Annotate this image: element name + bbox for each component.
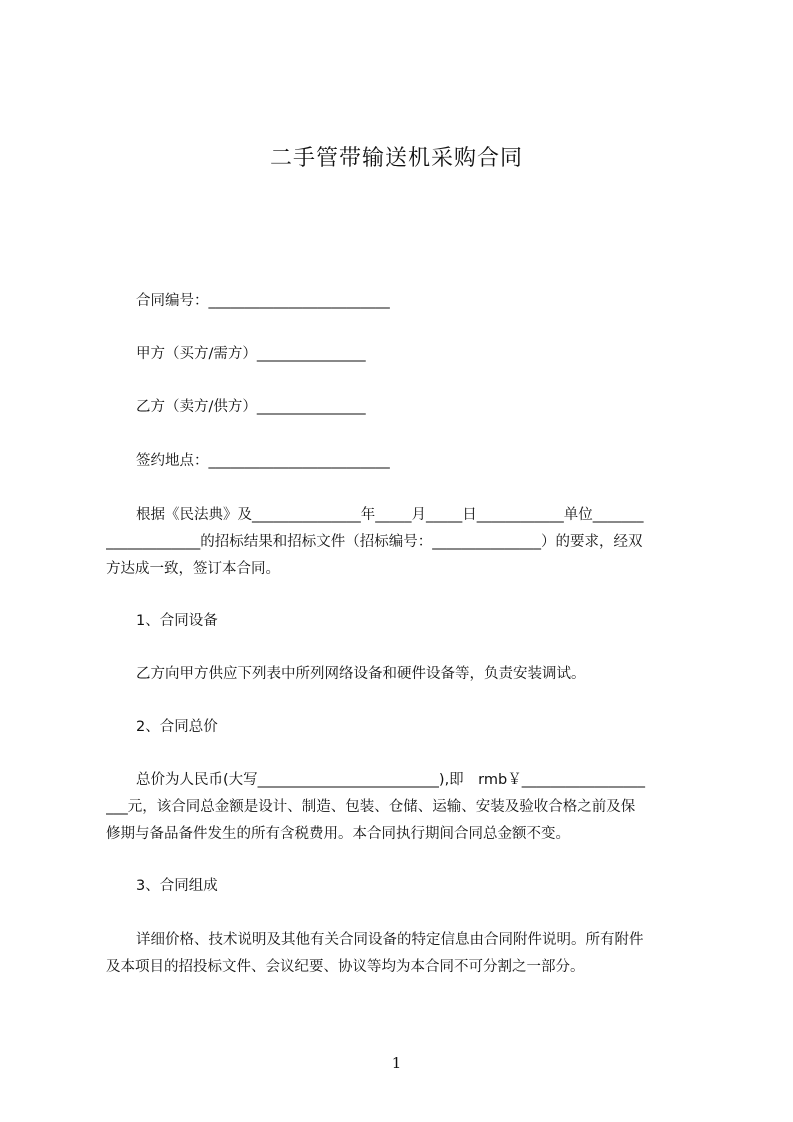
signing-place-field: 签约地点：_________________________: [136, 453, 390, 469]
party-a-field: 甲方（买方/需方）_______________: [136, 346, 366, 362]
section-2-body-line-1: 总价为人民币(大写_________________________),即 rmb￥_________________: [136, 772, 645, 788]
intro-line-3: 方达成一致，签订本合同。: [106, 561, 280, 577]
intro-line-2: _____________的招标结果和招标文件（招标编号：_______________）的要求，经双: [106, 534, 643, 550]
section-3-body-line-2: 及本项目的招投标文件、会议纪要、协议等均为本合同不可分割之一部分。: [106, 959, 585, 975]
section-1-body: 乙方向甲方供应下列表中所列网络设备和硬件设备等，负责安装调试。: [136, 666, 586, 682]
section-3-body-line-1: 详细价格、技术说明及其他有关合同设备的特定信息由合同附件说明。所有附件: [136, 932, 644, 948]
section-3-heading: 3、合同组成: [136, 878, 218, 894]
section-2-body-line-2: ___元，该合同总金额是设计、制造、包装、仓储、运输、安装及验收合格之前及保: [106, 799, 636, 815]
section-2-heading: 2、合同总价: [136, 719, 218, 735]
party-b-field: 乙方（卖方/供方）_______________: [136, 399, 366, 415]
contract-number-field: 合同编号：_________________________: [136, 293, 390, 309]
section-2-body-line-3: 修期与备品备件发生的所有含税费用。本合同执行期间合同总金额不变。: [106, 826, 570, 842]
intro-line-1: 根据《民法典》及_______________年_____月_____日____________单位_______: [136, 507, 644, 523]
document-title: 二手管带输送机采购合同: [269, 146, 523, 171]
section-1-heading: 1、合同设备: [136, 613, 218, 629]
page-number: 1: [391, 1054, 402, 1072]
